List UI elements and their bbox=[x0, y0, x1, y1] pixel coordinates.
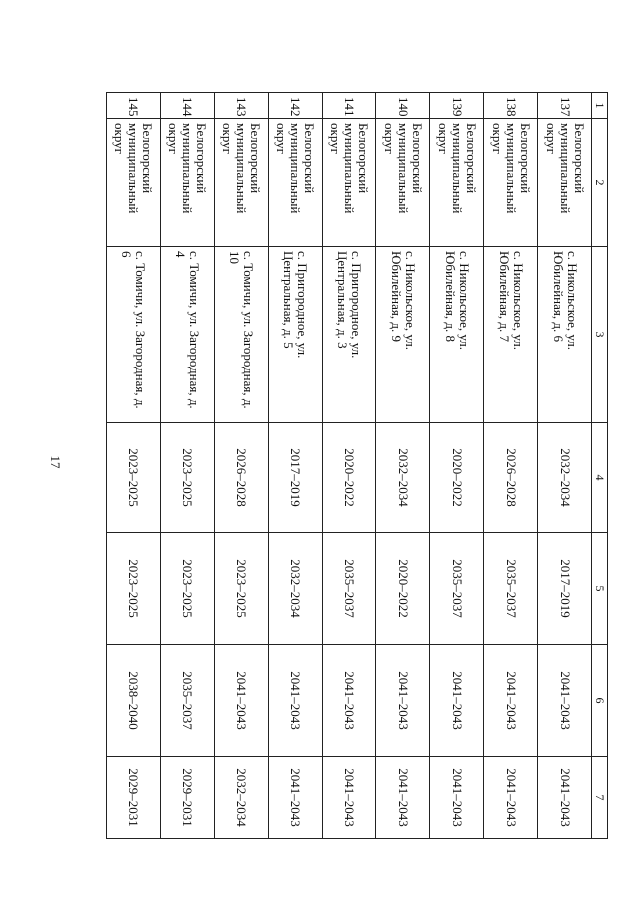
period-cell-6: 2041–2043 bbox=[268, 645, 322, 757]
period-cell-5: 2023–2025 bbox=[161, 533, 215, 645]
header-cell: 3 bbox=[592, 247, 608, 423]
period-cell-7: 2041–2043 bbox=[484, 757, 538, 839]
period-cell-4: 2026–2028 bbox=[484, 423, 538, 533]
address-cell: с. Пригородное, ул. Центральная, д. 5 bbox=[268, 247, 322, 423]
period-cell-6: 2035–2037 bbox=[161, 645, 215, 757]
district-cell: Белогорский муниципальный округ bbox=[214, 119, 268, 247]
period-cell-7: 2041–2043 bbox=[376, 757, 430, 839]
header-cell: 4 bbox=[592, 423, 608, 533]
district-cell: Белогорский муниципальный округ bbox=[161, 119, 215, 247]
period-cell-4: 2032–2034 bbox=[376, 423, 430, 533]
period-cell-7: 2032–2034 bbox=[214, 757, 268, 839]
header-cell: 2 bbox=[592, 119, 608, 247]
row-number: 143 bbox=[214, 93, 268, 119]
period-cell-6: 2038–2040 bbox=[107, 645, 161, 757]
period-cell-5: 2020–2022 bbox=[376, 533, 430, 645]
period-cell-4: 2020–2022 bbox=[430, 423, 484, 533]
district-cell: Белогорский муниципальный округ bbox=[107, 119, 161, 247]
row-number: 140 bbox=[376, 93, 430, 119]
row-number: 144 bbox=[161, 93, 215, 119]
period-cell-6: 2041–2043 bbox=[376, 645, 430, 757]
district-cell: Белогорский муниципальный округ bbox=[484, 119, 538, 247]
header-cell: 7 bbox=[592, 757, 608, 839]
period-cell-5: 2023–2025 bbox=[107, 533, 161, 645]
header-cell: 1 bbox=[592, 93, 608, 119]
row-number: 138 bbox=[484, 93, 538, 119]
period-cell-5: 2035–2037 bbox=[322, 533, 376, 645]
district-cell: Белогорский муниципальный округ bbox=[268, 119, 322, 247]
row-number: 145 bbox=[107, 93, 161, 119]
district-cell: Белогорский муниципальный округ bbox=[376, 119, 430, 247]
address-cell: с. Никольское, ул. Юбилейная, д. 9 bbox=[376, 247, 430, 423]
rotated-table-frame bbox=[106, 92, 608, 838]
table-row bbox=[538, 93, 592, 839]
table-row bbox=[214, 93, 268, 839]
period-cell-5: 2032–2034 bbox=[268, 533, 322, 645]
address-cell: с. Пригородное, ул. Центральная, д. 3 bbox=[322, 247, 376, 423]
address-cell: с. Томичи, ул. Загородная, д. 6 bbox=[107, 247, 161, 423]
period-cell-5: 2023–2025 bbox=[214, 533, 268, 645]
period-cell-4: 2023–2025 bbox=[161, 423, 215, 533]
row-number: 142 bbox=[268, 93, 322, 119]
district-cell: Белогорский муниципальный округ bbox=[322, 119, 376, 247]
period-cell-4: 2017–2019 bbox=[268, 423, 322, 533]
period-cell-7: 2041–2043 bbox=[430, 757, 484, 839]
row-number: 141 bbox=[322, 93, 376, 119]
row-number: 137 bbox=[538, 93, 592, 119]
period-cell-5: 2035–2037 bbox=[484, 533, 538, 645]
period-cell-5: 2017–2019 bbox=[538, 533, 592, 645]
period-cell-4: 2020–2022 bbox=[322, 423, 376, 533]
header-row bbox=[592, 93, 608, 839]
address-cell: с. Никольское, ул. Юбилейная, д. 6 bbox=[538, 247, 592, 423]
address-cell: с. Никольское, ул. Юбилейная, д. 8 bbox=[430, 247, 484, 423]
page-number: 17 bbox=[48, 455, 63, 469]
address-cell: с. Никольское, ул. Юбилейная, д. 7 bbox=[484, 247, 538, 423]
period-cell-4: 2026–2028 bbox=[214, 423, 268, 533]
period-cell-7: 2041–2043 bbox=[322, 757, 376, 839]
period-cell-4: 2032–2034 bbox=[538, 423, 592, 533]
period-cell-6: 2041–2043 bbox=[322, 645, 376, 757]
period-cell-6: 2041–2043 bbox=[214, 645, 268, 757]
district-cell: Белогорский муниципальный округ bbox=[430, 119, 484, 247]
period-cell-7: 2041–2043 bbox=[268, 757, 322, 839]
period-cell-7: 2029–2031 bbox=[161, 757, 215, 839]
table-row bbox=[268, 93, 322, 839]
address-cell: с. Томичи, ул. Загородная, д. 4 bbox=[161, 247, 215, 423]
table-row bbox=[161, 93, 215, 839]
schedule-table bbox=[106, 92, 608, 839]
period-cell-4: 2023–2025 bbox=[107, 423, 161, 533]
period-cell-6: 2041–2043 bbox=[430, 645, 484, 757]
address-cell: с. Томичи, ул. Загородная, д. 10 bbox=[214, 247, 268, 423]
table-row bbox=[322, 93, 376, 839]
period-cell-7: 2029–2031 bbox=[107, 757, 161, 839]
period-cell-6: 2041–2043 bbox=[484, 645, 538, 757]
table-row bbox=[107, 93, 161, 839]
district-cell: Белогорский муниципальный округ bbox=[538, 119, 592, 247]
row-number: 139 bbox=[430, 93, 484, 119]
period-cell-5: 2035–2037 bbox=[430, 533, 484, 645]
period-cell-7: 2041–2043 bbox=[538, 757, 592, 839]
table-row bbox=[376, 93, 430, 839]
table-row bbox=[484, 93, 538, 839]
period-cell-6: 2041–2043 bbox=[538, 645, 592, 757]
header-cell: 5 bbox=[592, 533, 608, 645]
header-cell: 6 bbox=[592, 645, 608, 757]
table-row bbox=[430, 93, 484, 839]
